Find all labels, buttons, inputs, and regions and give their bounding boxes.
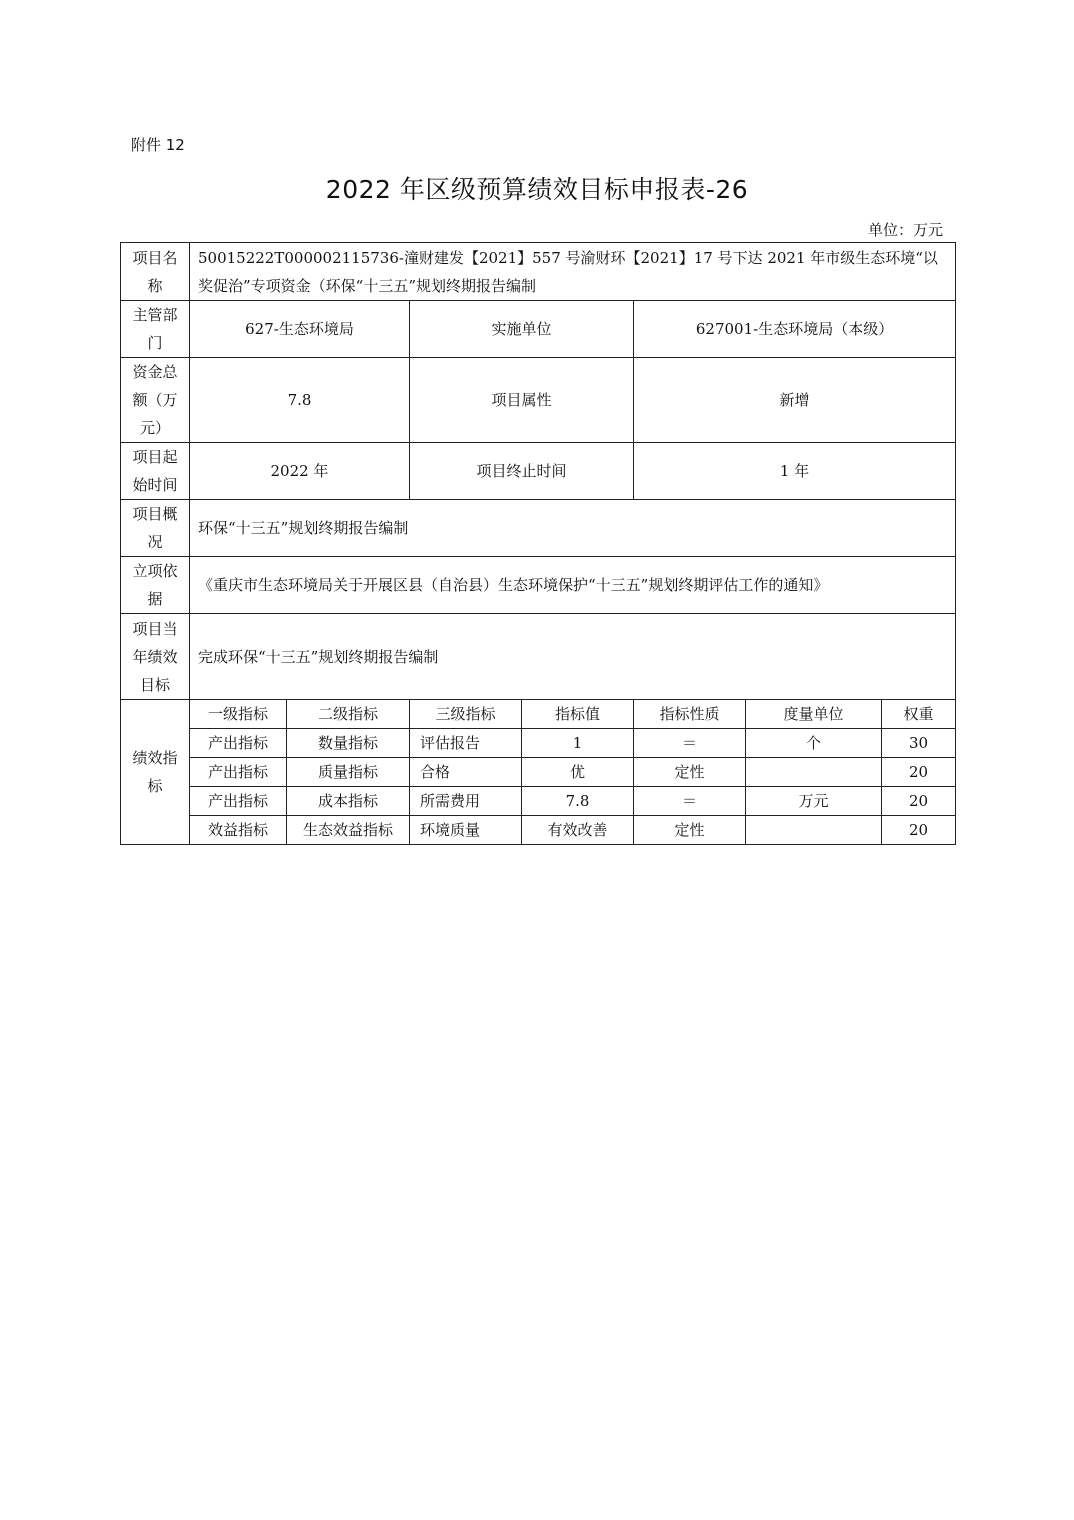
- goal-value: 完成环保“十三五”规划终期报告编制: [190, 614, 956, 700]
- indicator-level3: 合格: [410, 758, 522, 787]
- start-time-value: 2022 年: [190, 443, 410, 500]
- row-overview: [121, 500, 956, 557]
- indicator-nature: ＝: [634, 729, 746, 758]
- project-attribute-label: 项目属性: [410, 358, 634, 443]
- indicators-section-label: 绩效指标: [121, 700, 190, 845]
- funds-label: 资金总额（万元）: [121, 358, 190, 443]
- indicator-level1: 效益指标: [190, 816, 287, 845]
- start-time-label: 项目起始时间: [121, 443, 190, 500]
- indicator-nature: ＝: [634, 787, 746, 816]
- indicator-value: 1: [522, 729, 634, 758]
- row-basis: [121, 557, 956, 614]
- department-value: 627-生态环境局: [190, 301, 410, 358]
- indicator-level3: 评估报告: [410, 729, 522, 758]
- indicator-level2: 质量指标: [287, 758, 410, 787]
- indicator-unit: 万元: [746, 787, 882, 816]
- indicator-header-value: 指标值: [522, 700, 634, 729]
- indicator-row: [121, 816, 956, 845]
- indicator-header-level1: 一级指标: [190, 700, 287, 729]
- indicator-level1: 产出指标: [190, 758, 287, 787]
- goal-label: 项目当年绩效目标: [121, 614, 190, 700]
- overview-value: 环保“十三五”规划终期报告编制: [190, 500, 956, 557]
- project-attribute-value: 新增: [634, 358, 956, 443]
- row-time: [121, 443, 956, 500]
- row-goal: [121, 614, 956, 700]
- project-name-label: 项目名称: [121, 243, 190, 301]
- row-department: [121, 301, 956, 358]
- indicator-level1: 产出指标: [190, 729, 287, 758]
- attachment-label: 附件 12: [131, 136, 185, 154]
- department-label: 主管部门: [121, 301, 190, 358]
- indicator-level2: 数量指标: [287, 729, 410, 758]
- indicator-unit: 个: [746, 729, 882, 758]
- overview-label: 项目概况: [121, 500, 190, 557]
- end-time-value: 1 年: [634, 443, 956, 500]
- budget-performance-table: [120, 242, 956, 845]
- unit-label: 单位：万元: [867, 221, 943, 239]
- indicator-nature: 定性: [634, 758, 746, 787]
- indicator-level1: 产出指标: [190, 787, 287, 816]
- indicator-header-row: [121, 700, 956, 729]
- end-time-label: 项目终止时间: [410, 443, 634, 500]
- indicator-unit: [746, 816, 882, 845]
- indicator-header-nature: 指标性质: [634, 700, 746, 729]
- basis-label: 立项依据: [121, 557, 190, 614]
- implementing-unit-label: 实施单位: [410, 301, 634, 358]
- indicator-value: 有效改善: [522, 816, 634, 845]
- indicator-weight: 20: [882, 758, 956, 787]
- row-project-name: [121, 243, 956, 301]
- indicator-header-level3: 三级指标: [410, 700, 522, 729]
- indicator-value: 优: [522, 758, 634, 787]
- indicator-header-weight: 权重: [882, 700, 956, 729]
- indicator-row: [121, 787, 956, 816]
- indicator-weight: 30: [882, 729, 956, 758]
- indicator-unit: [746, 758, 882, 787]
- indicator-level2: 成本指标: [287, 787, 410, 816]
- indicator-value: 7.8: [522, 787, 634, 816]
- row-funds: [121, 358, 956, 443]
- page-title: 2022 年区级预算绩效目标申报表-26: [325, 175, 749, 204]
- project-name-value: 50015222T000002115736-潼财建发【2021】557 号渝财环【2021】17 号下达 2021 年市级生态环境“以奖促治”专项资金（环保“十三五”规划终期报告编制: [190, 243, 956, 301]
- indicator-row: [121, 729, 956, 758]
- indicator-header-unit: 度量单位: [746, 700, 882, 729]
- indicator-weight: 20: [882, 787, 956, 816]
- indicator-level3: 环境质量: [410, 816, 522, 845]
- indicator-weight: 20: [882, 816, 956, 845]
- indicator-level3: 所需费用: [410, 787, 522, 816]
- indicator-row: [121, 758, 956, 787]
- implementing-unit-value: 627001-生态环境局（本级）: [634, 301, 956, 358]
- basis-value: 《重庆市生态环境局关于开展区县（自治县）生态环境保护“十三五”规划终期评估工作的通知》: [190, 557, 956, 614]
- indicator-nature: 定性: [634, 816, 746, 845]
- funds-value: 7.8: [190, 358, 410, 443]
- indicator-header-level2: 二级指标: [287, 700, 410, 729]
- indicator-level2: 生态效益指标: [287, 816, 410, 845]
